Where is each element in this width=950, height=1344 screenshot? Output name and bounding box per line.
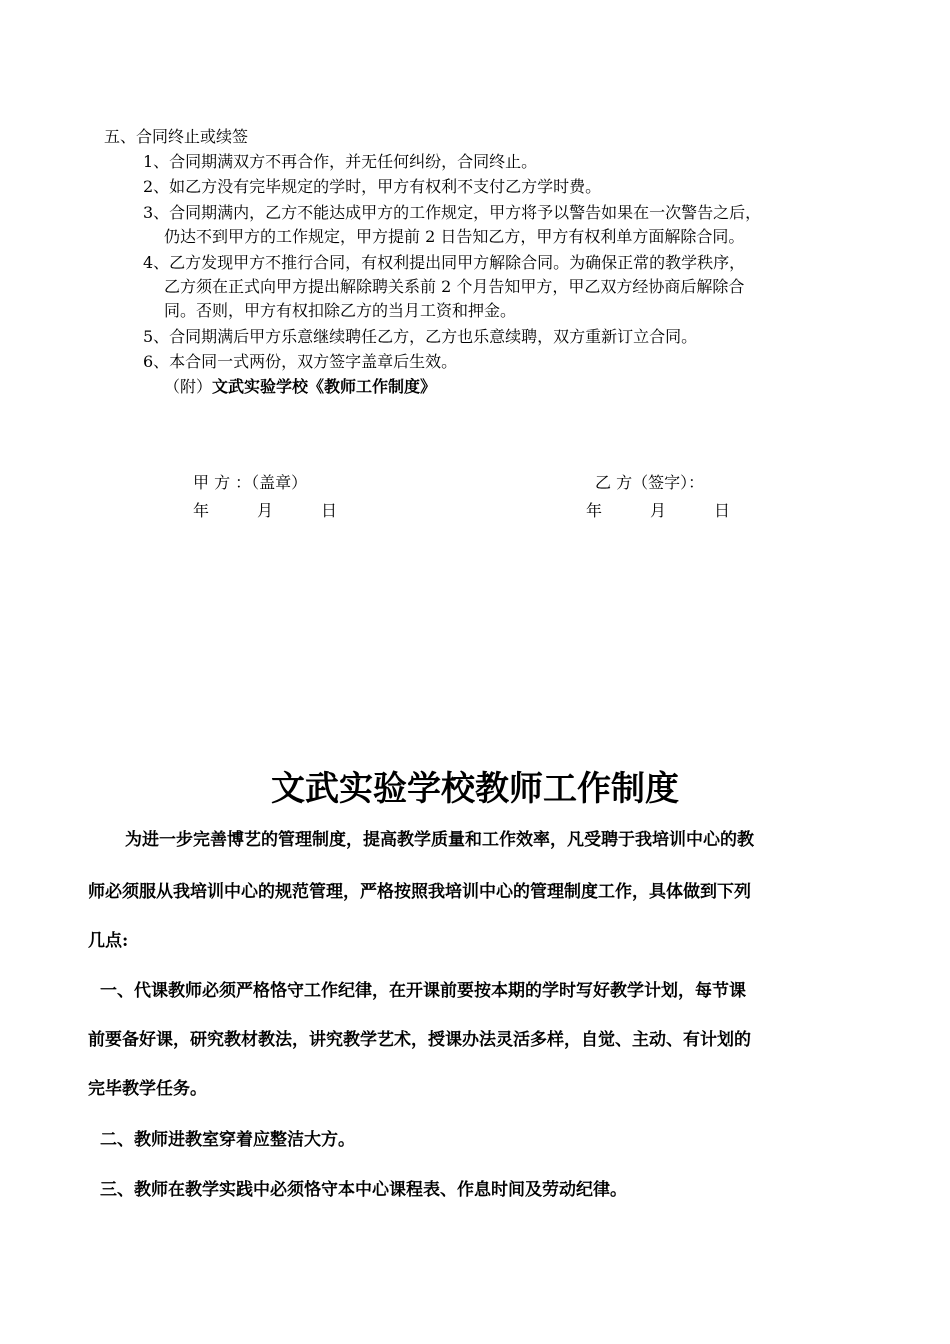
attachment-note bbox=[164, 377, 436, 397]
party-a-date: 年 月 日 bbox=[193, 501, 338, 520]
section5-item-2: 2、如乙方没有完毕规定的学时，甲方有权利不支付乙方学时费。 bbox=[143, 177, 602, 196]
party-b-label: 乙 方（签字）： bbox=[595, 473, 705, 492]
rules-intro-line-2: 师必须服从我培训中心的规范管理，严格按照我培训中心的管理制度工作，具体做到下列 bbox=[88, 882, 751, 902]
attachment-prefix: （附） bbox=[164, 377, 213, 396]
rules-intro-line-1: 为进一步完善博艺的管理制度，提高教学质量和工作效率，凡受聘于我培训中心的教 bbox=[125, 830, 754, 850]
rule-1-line-3: 完毕教学任务。 bbox=[88, 1079, 207, 1099]
rule-3: 三、教师在教学实践中必须恪守本中心课程表、作息时间及劳动纪律。 bbox=[100, 1180, 627, 1200]
rule-2: 二、教师进教室穿着应整洁大方。 bbox=[100, 1130, 355, 1150]
section5-item-3-line-2: 仍达不到甲方的工作规定，甲方提前 2 日告知乙方，甲方有权利单方面解除合同。 bbox=[164, 227, 745, 246]
party-b-date: 年 月 日 bbox=[586, 501, 731, 520]
rule-1-line-2: 前要备好课，研究教材教法，讲究教学艺术，授课办法灵活多样，自觉、主动、有计划的 bbox=[88, 1030, 751, 1050]
section5-item-5: 5、合同期满后甲方乐意继续聘任乙方，乙方也乐意续聘，双方重新订立合同。 bbox=[143, 327, 698, 346]
section5-item-3-line-1: 3、合同期满内，乙方不能达成甲方的工作规定，甲方将予以警告如果在一次警告之后， bbox=[143, 203, 762, 222]
attachment-title: 文武实验学校《教师工作制度》 bbox=[212, 377, 437, 396]
section5-item-4-line-2: 乙方须在正式向甲方提出解除聘关系前 2 个月告知甲方，甲乙双方经协商后解除合 bbox=[164, 277, 745, 296]
rules-title: 文武实验学校教师工作制度 bbox=[271, 769, 679, 809]
section5-item-4-line-1: 4、乙方发现甲方不推行合同，有权利提出同甲方解除合同。为确保正常的教学秩序， bbox=[143, 253, 746, 272]
section5-heading: 五、合同终止或续签 bbox=[104, 127, 249, 146]
section5-item-4-line-3: 同。否则，甲方有权扣除乙方的当月工资和押金。 bbox=[164, 301, 517, 320]
rule-1-line-1: 一、代课教师必须严格恪守工作纪律，在开课前要按本期的学时写好教学计划，每节课 bbox=[100, 981, 746, 1001]
party-a-label: 甲 方 ：（盖章） bbox=[193, 473, 308, 492]
section5-item-6: 6、本合同一式两份，双方签字盖章后生效。 bbox=[143, 352, 458, 371]
rules-intro-line-3: 几点: bbox=[88, 931, 129, 951]
section5-item-1: 1、合同期满双方不再合作，并无任何纠纷，合同终止。 bbox=[143, 152, 538, 171]
